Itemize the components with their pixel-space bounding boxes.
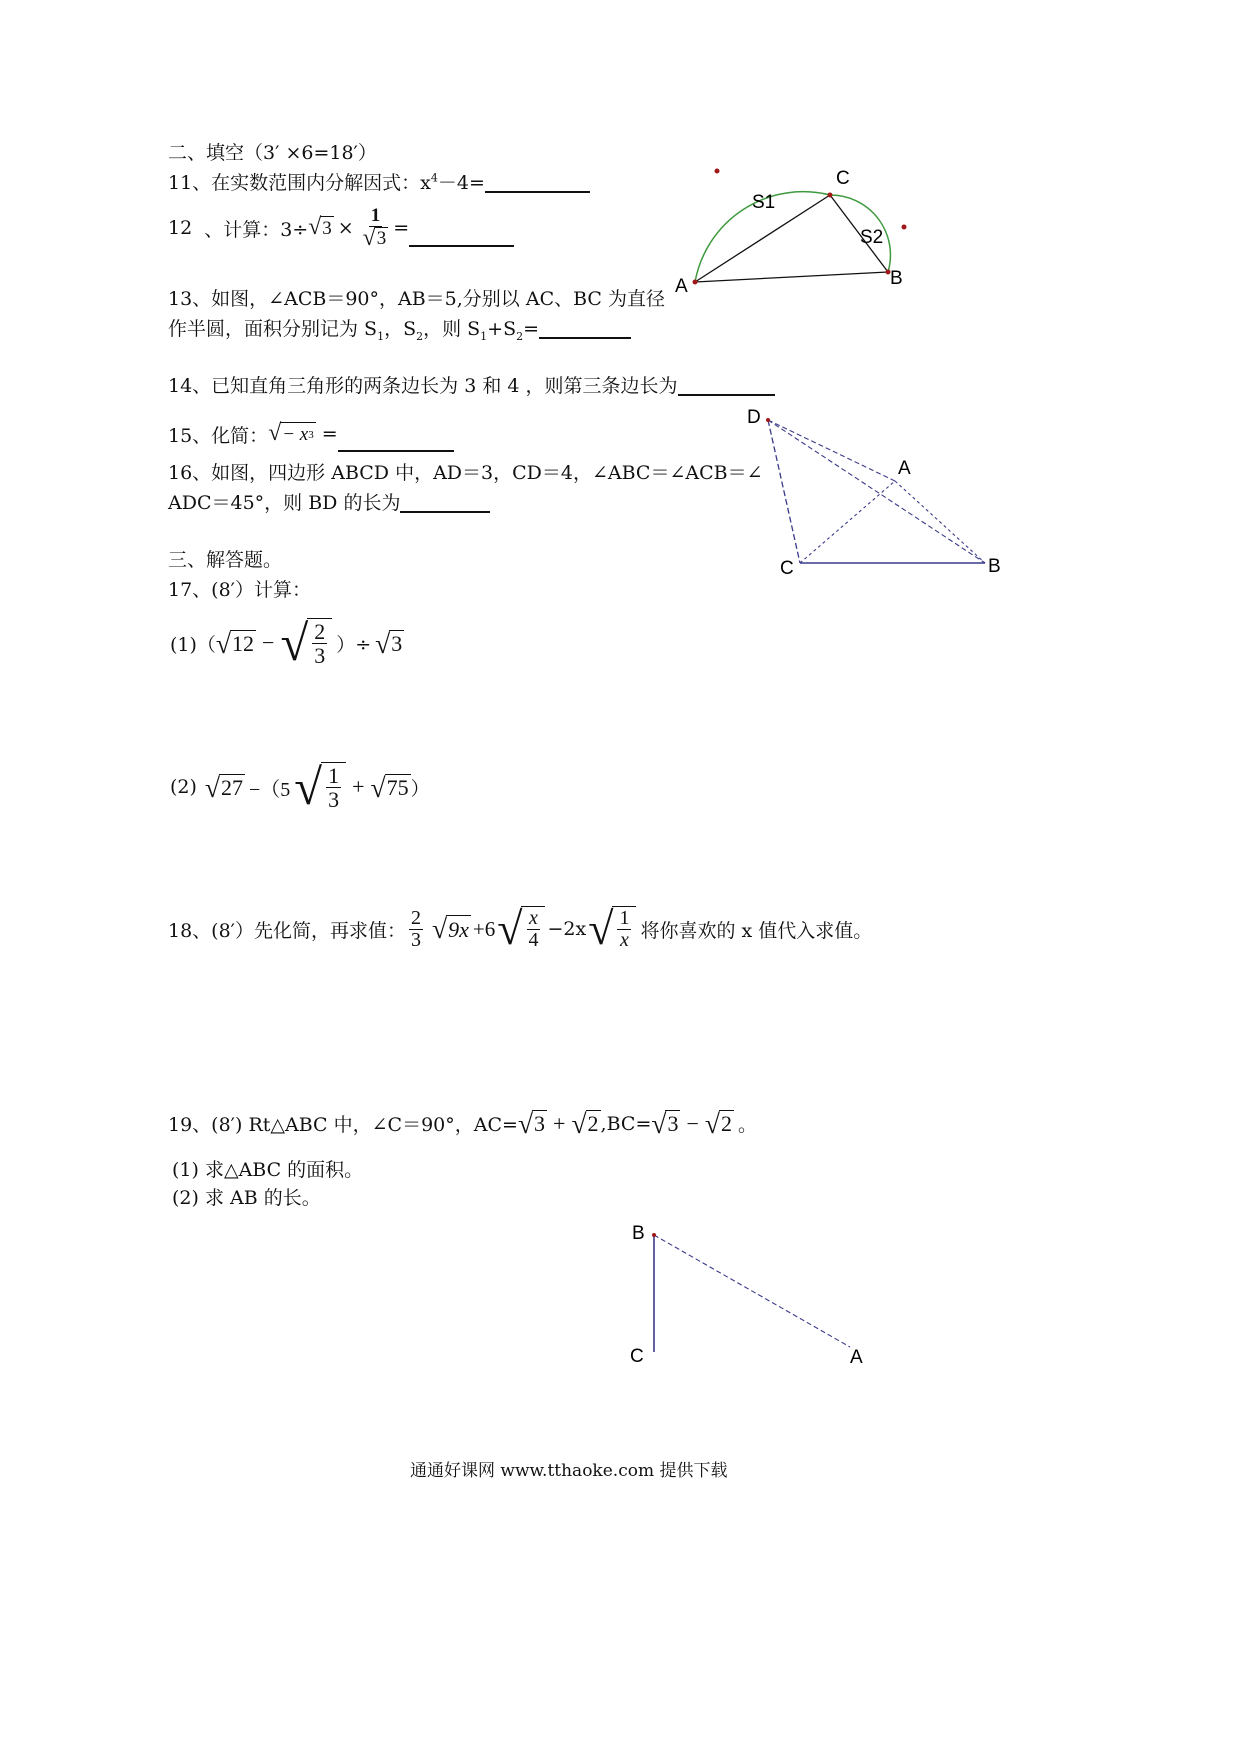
label-a: A bbox=[850, 1347, 863, 1368]
label-s1: S1 bbox=[752, 192, 776, 213]
segment-da bbox=[768, 420, 895, 481]
q13-answer-blank[interactable] bbox=[539, 315, 631, 339]
q17p2-sqrt-75: √ 75 bbox=[370, 771, 409, 803]
question-19-part2: (2) 求 AB 的长。 bbox=[172, 1187, 321, 1209]
section-heading-answer: 三、解答题。 bbox=[168, 549, 283, 571]
q17p2-sqrt-frac: √ $\frac{1}{3}$ bbox=[294, 762, 346, 813]
q19-sqrt-3-a: √ 3 bbox=[517, 1108, 546, 1139]
label-a: A bbox=[898, 458, 911, 479]
label-b: B bbox=[890, 268, 903, 289]
q18-sqrt-x-over-4: √ $\frac{x}{4}$ bbox=[497, 906, 545, 952]
q12-sqrt-arg: 3 bbox=[322, 217, 332, 239]
label-c: C bbox=[780, 558, 794, 579]
section-heading-fill-blank: 二、填空（3′ ×6=18′） bbox=[168, 142, 377, 164]
q19-sqrt-2-b: √ 2 bbox=[704, 1108, 732, 1139]
figure-semicircles bbox=[665, 145, 925, 305]
q14-answer-blank[interactable] bbox=[678, 372, 775, 396]
question-18: 18、(8′）先化简，再求值： $\frac{2}{3}$ √ 9x +6 √ $\frac{x}{4}$ −2x √ $\frac{1}{x}$ 将你喜欢的 x 值代入求值。 bbox=[168, 903, 873, 954]
point-c bbox=[828, 193, 833, 198]
question-19-part1: (1) 求△ABC 的面积。 bbox=[172, 1159, 364, 1181]
q12-equals: = bbox=[393, 217, 410, 240]
question-14: 14、已知直角三角形的两条边长为 3 和 4 ，则第三条边长为 bbox=[168, 371, 775, 398]
label-a: A bbox=[675, 276, 688, 297]
label-d: D bbox=[747, 407, 761, 428]
label-b: B bbox=[988, 556, 1001, 577]
q18-sqrt-9x: √ 9x bbox=[432, 913, 469, 945]
label-b: B bbox=[632, 1223, 645, 1244]
segment-ca bbox=[800, 481, 895, 563]
segment-ba bbox=[654, 1235, 850, 1347]
figure-quadrilateral bbox=[740, 400, 1020, 585]
label-c: C bbox=[630, 1346, 644, 1367]
q17p2-sqrt-27: √ 27 bbox=[204, 771, 244, 803]
q11-tail: －4= bbox=[437, 172, 485, 194]
q12-number: 12 bbox=[168, 217, 193, 240]
q17p1-sqrt-3: √ 3 bbox=[375, 627, 403, 659]
question-17-part1: (1)（ √ 12 − √ $\frac{2}{3}$ ）÷ √ 3 bbox=[170, 615, 403, 671]
q12-frac-den-sqrt: √ 3 bbox=[362, 224, 387, 251]
footer-credit: 通通好课网 www.tthaoke.com 提供下载 bbox=[410, 1461, 728, 1481]
q17p1-sqrt-frac: √ $\frac{2}{3}$ bbox=[280, 618, 332, 669]
q12-times: × bbox=[337, 217, 354, 240]
label-c: C bbox=[836, 168, 850, 189]
q16-answer-blank[interactable] bbox=[400, 489, 490, 513]
point-b bbox=[652, 1233, 656, 1237]
question-19-title: 19、(8′) Rt△ABC 中，∠C＝90°，AC= √ 3 + √ 2 ,BC= √ 3 − √ 2 。 bbox=[168, 1108, 757, 1139]
question-12 bbox=[168, 206, 514, 251]
q12-fraction bbox=[361, 206, 391, 251]
point-a bbox=[693, 280, 698, 285]
q18-coef-frac: $\frac{2}{3}$ bbox=[411, 906, 421, 951]
segment-db bbox=[768, 420, 985, 563]
q11-answer-blank[interactable] bbox=[485, 169, 590, 193]
q19-sqrt-3-b: √ 3 bbox=[651, 1108, 679, 1139]
q19-sqrt-2-a: √ 2 bbox=[571, 1108, 599, 1139]
arc-point-2 bbox=[902, 225, 907, 230]
figure-right-triangle bbox=[620, 1210, 880, 1370]
q12-text: 、计算：3÷ bbox=[204, 218, 309, 241]
question-17-part2: (2) √ 27 −（5 √ $\frac{1}{3}$ + √ 75 ） bbox=[170, 759, 430, 815]
question-15: 15、化简： √ − x 3 = bbox=[168, 416, 454, 452]
label-s2: S2 bbox=[860, 227, 884, 248]
q17p1-sqrt-12: √ 12 bbox=[215, 627, 255, 659]
question-16-line2: ADC＝45°，则 BD 的长为 bbox=[168, 488, 490, 515]
q12-answer-blank[interactable] bbox=[409, 223, 514, 247]
question-16-line1: 16、如图，四边形 ABCD 中，AD＝3，CD＝4，∠ABC＝∠ACB＝∠ bbox=[168, 462, 763, 484]
question-13-line2: 作半圆，面积分别记为 $S_1$，$S_2$，则 $S_1+S_2=$ bbox=[168, 314, 631, 343]
point-d bbox=[766, 418, 770, 422]
q15-sqrt: √ − x 3 bbox=[268, 420, 314, 447]
arc-point-1 bbox=[715, 169, 720, 174]
q11-text: 11、在实数范围内分解因式：x bbox=[168, 172, 431, 194]
q12-frac-num: 1 bbox=[370, 205, 381, 226]
question-13-line1: 13、如图，∠ACB＝90°，AB＝5,分别以 AC、BC 为直径 bbox=[168, 288, 665, 310]
question-11 bbox=[168, 168, 590, 195]
q18-sqrt-1-over-x: √ $\frac{1}{x}$ bbox=[588, 906, 636, 952]
q11-exponent: 4 bbox=[430, 171, 438, 185]
segment-ab bbox=[695, 272, 888, 282]
segment-dc bbox=[768, 420, 800, 563]
segment-ab bbox=[895, 481, 985, 563]
q12-sqrt: √ 3 bbox=[308, 214, 332, 241]
q15-answer-blank[interactable] bbox=[338, 428, 454, 452]
question-17-title: 17、(8′）计算： bbox=[168, 579, 311, 601]
